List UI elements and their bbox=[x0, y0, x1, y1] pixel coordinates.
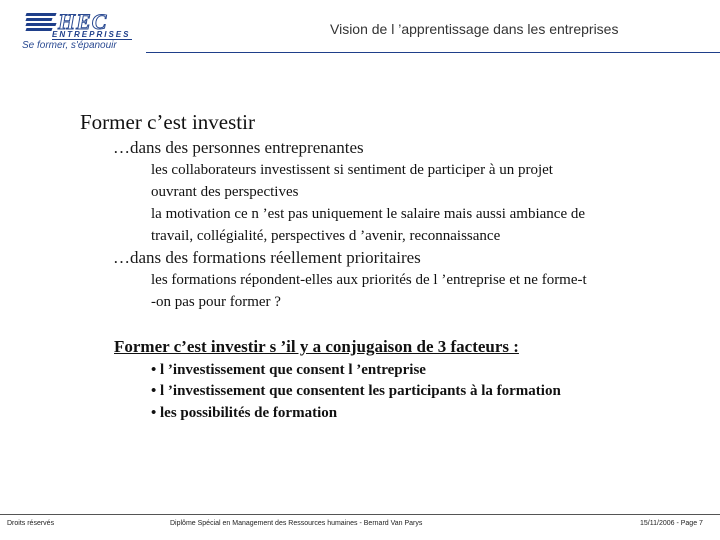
factors-heading: Former c’est investir s ’il y a conjugaison de 3 facteurs : bbox=[114, 337, 519, 356]
section-1-line-1: les collaborateurs investissent si sentiment de participer à un projet bbox=[151, 162, 553, 178]
footer-rights: Droits réservés bbox=[7, 520, 55, 527]
logo-brand: HEC bbox=[58, 9, 108, 34]
header-title: Vision de l ’apprentissage dans les entreprises bbox=[330, 21, 619, 37]
section-2-line-2: -on pas pour former ? bbox=[151, 294, 281, 310]
logo-sub: ENTREPRISES bbox=[52, 30, 131, 39]
factor-item-1: • l ’investissement que consent l ’entreprise bbox=[151, 362, 426, 378]
section-heading-2: …dans des formations réellement prioritaires bbox=[113, 248, 421, 267]
logo-tagline: Se former, s'épanouir bbox=[22, 40, 117, 51]
hec-entreprises-logo bbox=[22, 11, 142, 51]
section-1-line-2: ouvrant des perspectives bbox=[151, 184, 299, 200]
factor-item-2: • l ’investissement que consentent les participants à la formation bbox=[151, 383, 561, 399]
factor-item-3: • les possibilités de formation bbox=[151, 405, 338, 421]
section-1-line-4: travail, collégialité, perspectives d ’avenir, reconnaissance bbox=[151, 228, 501, 244]
section-2-line-1: les formations répondent-elles aux priorités de l ’entreprise et ne forme-t bbox=[151, 272, 587, 288]
footer-course: Diplôme Spécial en Management des Ressources humaines - Bernard Van Parys bbox=[170, 520, 423, 527]
footer-page: 15/11/2006 - Page 7 bbox=[640, 520, 703, 527]
section-1-line-3: la motivation ce n ’est pas uniquement le salaire mais aussi ambiance de bbox=[151, 206, 586, 222]
footer-divider bbox=[0, 514, 720, 515]
slide-title: Former c’est investir bbox=[80, 110, 255, 134]
section-heading-1: …dans des personnes entreprenantes bbox=[113, 138, 364, 157]
header-divider bbox=[146, 52, 720, 53]
